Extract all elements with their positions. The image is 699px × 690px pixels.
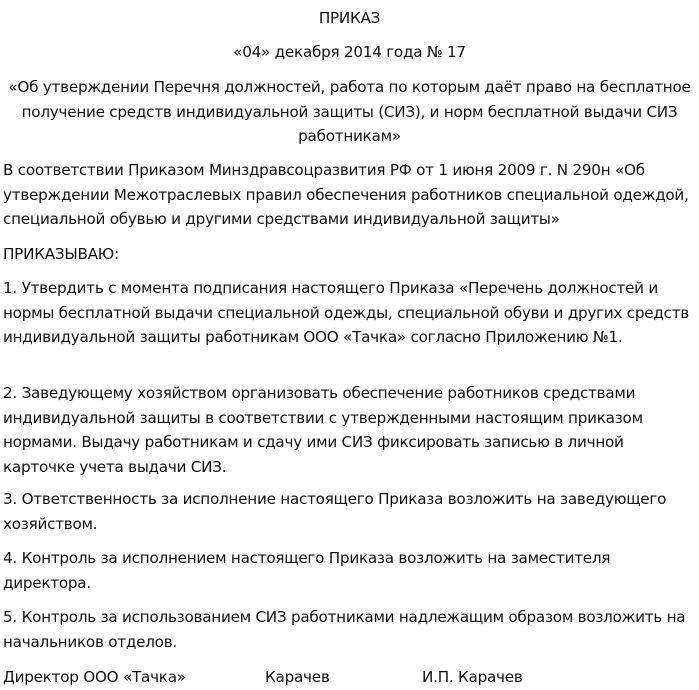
document-date-number: «04» декабря 2014 года № 17 [233,43,466,61]
order-item-5: 5. Контроль за использованием СИЗ работниками надлежащим образом возложить на начальников отделов. [3,608,686,651]
order-item-1: 1. Утвердить с момента подписания настоящего Приказа «Перечень должностей и нормы бесплатной выдачи специальной одежды, специальной обуви и других средств индивидуальной защиты работникам ООО «Тачка» согласно Приложению №1. [3,279,689,346]
signature-name: И.П. Карачев [422,668,523,686]
order-item-3: 3. Ответственность за исполнение настоящего Приказа возложить на заведующего хозяйством. [3,490,667,533]
order-item-2: 2. Заведующему хозяйством организовать обеспечение работников средствами индивидуальной защиты в соответствии с утвержденными настоящим приказом нормами. Выдачу работникам и сдачу ими СИЗ фиксировать записью в личной карточке учета выдачи СИЗ. [3,384,643,476]
order-word: ПРИКАЗЫВАЮ: [3,245,119,263]
preamble-paragraph: В соответствии Приказом Минздравсоцразвития РФ от 1 июня 2009 г. N 290н «Об утверждении Межотраслевых правил обеспечения работников специальной одеждой, специальной обувью и другими средствами индивидуальной защиты» [3,161,689,228]
signature-mark: Карачев [265,668,330,686]
signature-position: Директор ООО «Тачка» [3,668,186,686]
order-item-4: 4. Контроль за исполнением настоящего Приказа возложить на заместителя директора. [3,549,611,592]
document-title: ПРИКАЗ [318,9,381,27]
document-subject: «Об утверждении Перечня должностей, работа по которым даёт право на бесплатное получение средств индивидуальной защиты (СИЗ), и норм бесплатной выдачи СИЗ работникам» [8,78,691,145]
